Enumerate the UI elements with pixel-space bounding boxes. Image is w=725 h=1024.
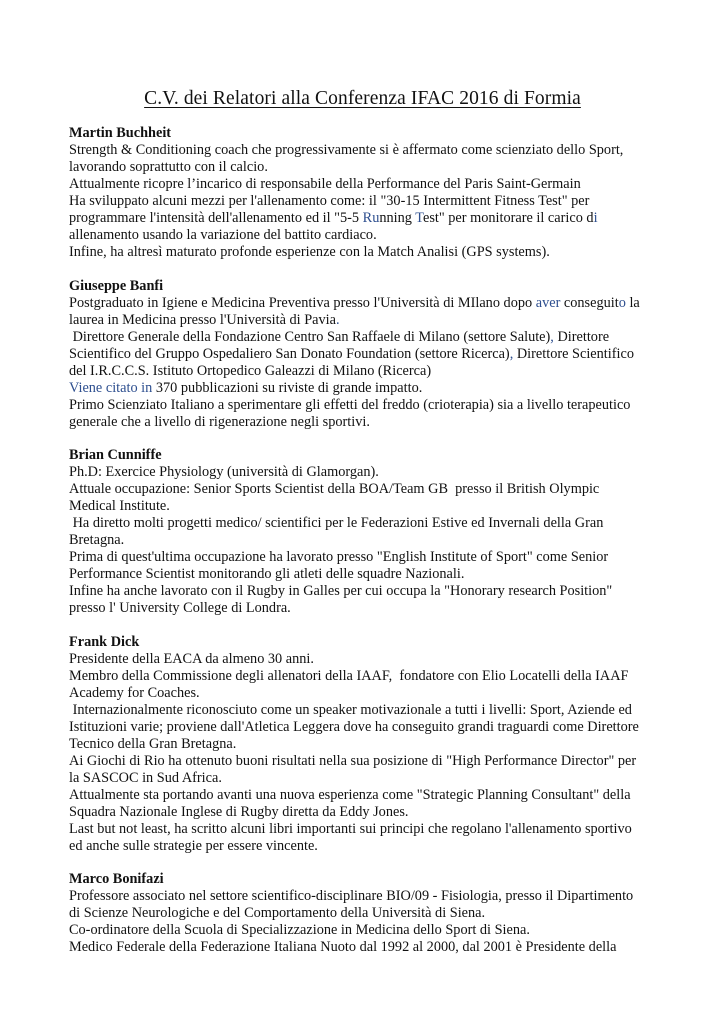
cv-line: Primo Scienziato Italiano a sperimentare gli effetti del freddo (crioterapia) sia a livello terapeutico bbox=[69, 397, 631, 413]
cv-line: Last but not least, ha scritto alcuni libri importanti sui principi che regolano l'allenamento sportivo bbox=[69, 821, 632, 837]
cv-line: Scientifico del Gruppo Ospedaliero San Donato Foundation (settore Ricerca), Direttore Scientifico bbox=[69, 346, 634, 362]
cv-line: Ha diretto molti progetti medico/ scientifici per le Federazioni Estive ed Invernali della Gran bbox=[69, 515, 604, 531]
cv-line: Infine ha anche lavorato con il Rugby in Galles per cui occupa la "Honorary research Position" bbox=[69, 583, 613, 599]
cv-line: Viene citato in 370 pubblicazioni su riviste di grande impatto. bbox=[69, 380, 423, 396]
cv-line: lavorando soprattutto con il calcio. bbox=[69, 159, 268, 175]
cv-line: laurea in Medicina presso l'Università di Pavia. bbox=[69, 312, 340, 328]
cv-line: Ph.D: Exercice Physiology (università di Glamorgan). bbox=[69, 464, 379, 480]
cv-line: Infine, ha altresì maturato profonde esperienze con la Match Analisi (GPS systems). bbox=[69, 244, 550, 260]
cv-line: ed anche sulle strategie per essere vincente. bbox=[69, 838, 318, 854]
cv-line: Attualmente sta portando avanti una nuova esperienza come "Strategic Planning Consultant" della bbox=[69, 787, 631, 803]
cv-line: Attuale occupazione: Senior Sports Scientist della BOA/Team GB presso il British Olympic bbox=[69, 481, 600, 497]
cv-line: Professore associato nel settore scientifico-disciplinare BIO/09 - Fisiologia, presso il Dipartimento bbox=[69, 888, 634, 904]
speaker-name: Frank Dick bbox=[69, 634, 140, 650]
cv-line: Medico Federale della Federazione Italiana Nuoto dal 1992 al 2000, dal 2001 è Presidente della bbox=[69, 939, 617, 955]
cv-line: allenamento usando la variazione del battito cardiaco. bbox=[69, 227, 377, 243]
cv-line: Postgraduato in Igiene e Medicina Preventiva presso l'Università di MIlano dopo aver conseguito la bbox=[69, 295, 640, 311]
cv-line: Ai Giochi di Rio ha ottenuto buoni risultati nella sua posizione di "High Performance Director" per bbox=[69, 753, 637, 769]
cv-line: Medical Institute. bbox=[69, 498, 170, 514]
speaker-name: Martin Buchheit bbox=[69, 125, 172, 141]
cv-line: Direttore Generale della Fondazione Centro San Raffaele di Milano (settore Salute), Direttore bbox=[69, 329, 610, 345]
cv-line: programmare l'intensità dell'allenamento ed il "5-5 Running Test" per monitorare il carico di bbox=[69, 210, 598, 226]
cv-line: Prima di quest'ultima occupazione ha lavorato presso "English Institute of Sport" come Senior bbox=[69, 549, 609, 565]
cv-line: del I.R.C.C.S. Istituto Ortopedico Galeazzi di Milano (Ricerca) bbox=[69, 363, 432, 379]
cv-line: Internazionalmente riconosciuto come un speaker motivazionale a tutti i livelli: Sport, Aziende ed bbox=[69, 702, 632, 718]
cv-line: Bretagna. bbox=[69, 532, 125, 548]
cv-line: Performance Scientist monitorando gli atleti delle squadre Nazionali. bbox=[69, 566, 465, 582]
cv-line: la SASCOC in Sud Africa. bbox=[69, 770, 222, 786]
document-title: C.V. dei Relatori alla Conferenza IFAC 2016 di Formia bbox=[144, 88, 581, 109]
cv-line: Squadra Nazionale Inglese di Rugby diretta da Eddy Jones. bbox=[69, 804, 409, 820]
cv-line: Membro della Commissione degli allenatori della IAAF, fondatore con Elio Locatelli della IAAF bbox=[69, 668, 629, 684]
cv-line: Ha sviluppato alcuni mezzi per l'allenamento come: il "30-15 Intermittent Fitness Test" per bbox=[69, 193, 590, 209]
speaker-name: Marco Bonifazi bbox=[69, 871, 164, 887]
cv-line: Academy for Coaches. bbox=[69, 685, 200, 701]
cv-line: generale che a livello di rigenerazione negli sportivi. bbox=[69, 414, 370, 430]
cv-line: Strength & Conditioning coach che progressivamente si è affermato come scienziato dello Sport, bbox=[69, 142, 624, 158]
cv-line: Istituzioni varie; proviene dall'Atletica Leggera dove ha conseguito grandi traguardi come Direttore bbox=[69, 719, 639, 735]
cv-line: Attualmente ricopre l’incarico di responsabile della Performance del Paris Saint-Germain bbox=[69, 176, 581, 192]
speaker-name: Giuseppe Banfi bbox=[69, 278, 164, 294]
cv-line: presso l' University College di Londra. bbox=[69, 600, 291, 616]
cv-line: Presidente della EACA da almeno 30 anni. bbox=[69, 651, 314, 667]
speaker-name: Brian Cunniffe bbox=[69, 447, 162, 463]
cv-line: Tecnico della Gran Bretagna. bbox=[69, 736, 237, 752]
cv-line: Co-ordinatore della Scuola di Specializzazione in Medicina dello Sport di Siena. bbox=[69, 922, 530, 938]
cv-line: di Scienze Neurologiche e del Comportamento della Università di Siena. bbox=[69, 905, 486, 921]
